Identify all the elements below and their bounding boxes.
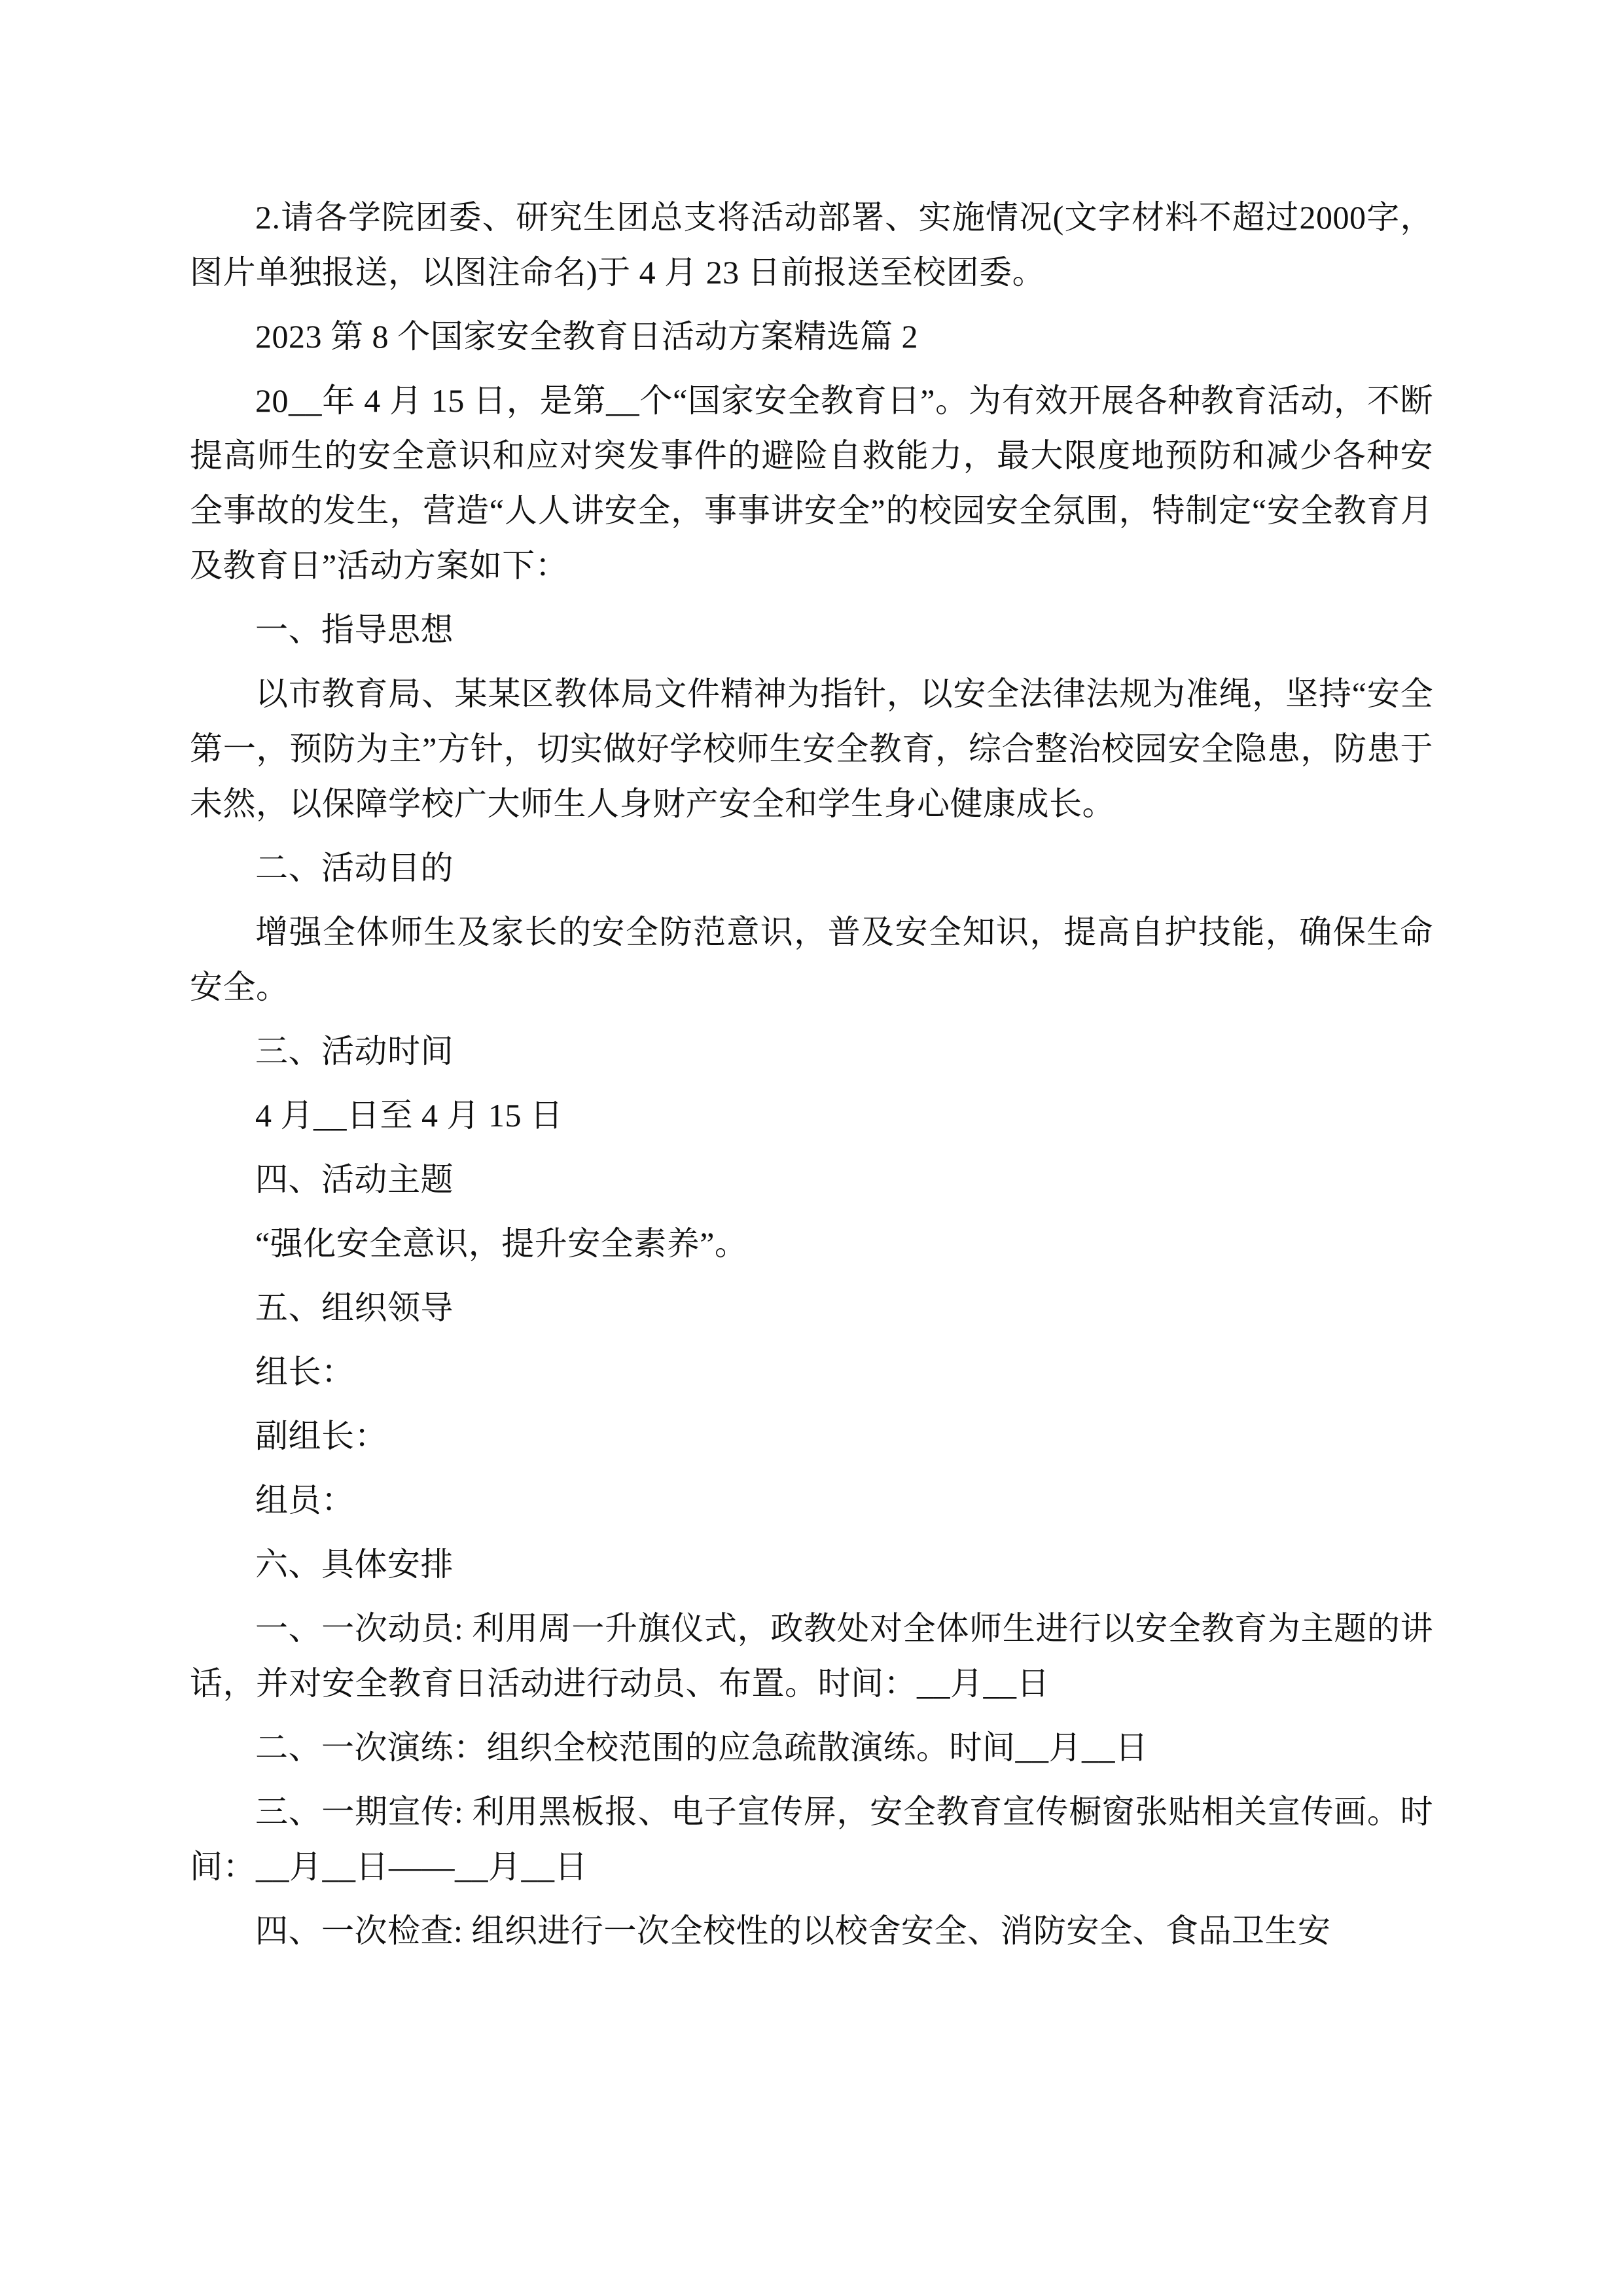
paragraph-item-3: 三、一期宣传: 利用黑板报、电子宣传屏，安全教育宣传橱窗张贴相关宣传画。时间：__月__日——__月__日 <box>190 1793 1433 1885</box>
paragraph-section-3-body: 4 月__日至 4 月 15 日 <box>255 1097 563 1134</box>
paragraph-report-request: 2.请各学院团委、研究生团总支将活动部署、实施情况(文字材料不超过2000字，图片单独报送，以图注命名)于 4 月 23 日前报送至校团委。 <box>190 199 1433 291</box>
paragraph-section-1-body: 以市教育局、某某区教体局文件精神为指针，以安全法律法规为准绳，坚持“安全第一，预防为主”方针，切实做好学校师生安全教育，综合整治校园安全隐患，防患于未然，以保障学校广大师生人身财产安全和学生身心健康成长。 <box>190 675 1433 822</box>
heading-plan-2: 2023 第 8 个国家安全教育日活动方案精选篇 2 <box>255 318 918 355</box>
heading-section-3: 三、活动时间 <box>255 1033 454 1069</box>
paragraph-leader: 组长： <box>255 1354 355 1390</box>
paragraph-section-2-body: 增强全体师生及家长的安全防范意识，普及安全知识，提高自护技能，确保生命安全。 <box>190 914 1433 1005</box>
document-body <box>190 190 1433 1958</box>
heading-section-2: 二、活动目的 <box>255 850 454 886</box>
paragraph-section-4-body: “强化安全意识，提升安全素养”。 <box>255 1225 748 1262</box>
heading-section-6: 六、具体安排 <box>255 1546 454 1583</box>
paragraph-deputy-leader: 副组长： <box>255 1418 387 1454</box>
heading-section-1: 一、指导思想 <box>255 611 454 648</box>
heading-section-5: 五、组织领导 <box>255 1289 454 1326</box>
paragraph-item-1: 一、一次动员: 利用周一升旗仪式，政教处对全体师生进行以安全教育为主题的讲话，并对安全教育日活动进行动员、布置。时间：__月__日 <box>190 1610 1433 1702</box>
paragraph-members: 组员： <box>255 1482 355 1518</box>
paragraph-item-4: 四、一次检查: 组织进行一次全校性的以校舍安全、消防安全、食品卫生安 <box>255 1912 1331 1949</box>
paragraph-item-2: 二、一次演练：组织全校范围的应急疏散演练。时间__月__日 <box>255 1729 1149 1766</box>
paragraph-intro: 20__年 4 月 15 日，是第__个“国家安全教育日”。为有效开展各种教育活动，不断提高师生的安全意识和应对突发事件的避险自救能力，最大限度地预防和减少各种安全事故的发生，营造“人人讲安全，事事讲安全”的校园安全氛围，特制定“安全教育月及教育日”活动方案如下： <box>190 382 1433 584</box>
heading-section-4: 四、活动主题 <box>255 1161 454 1198</box>
